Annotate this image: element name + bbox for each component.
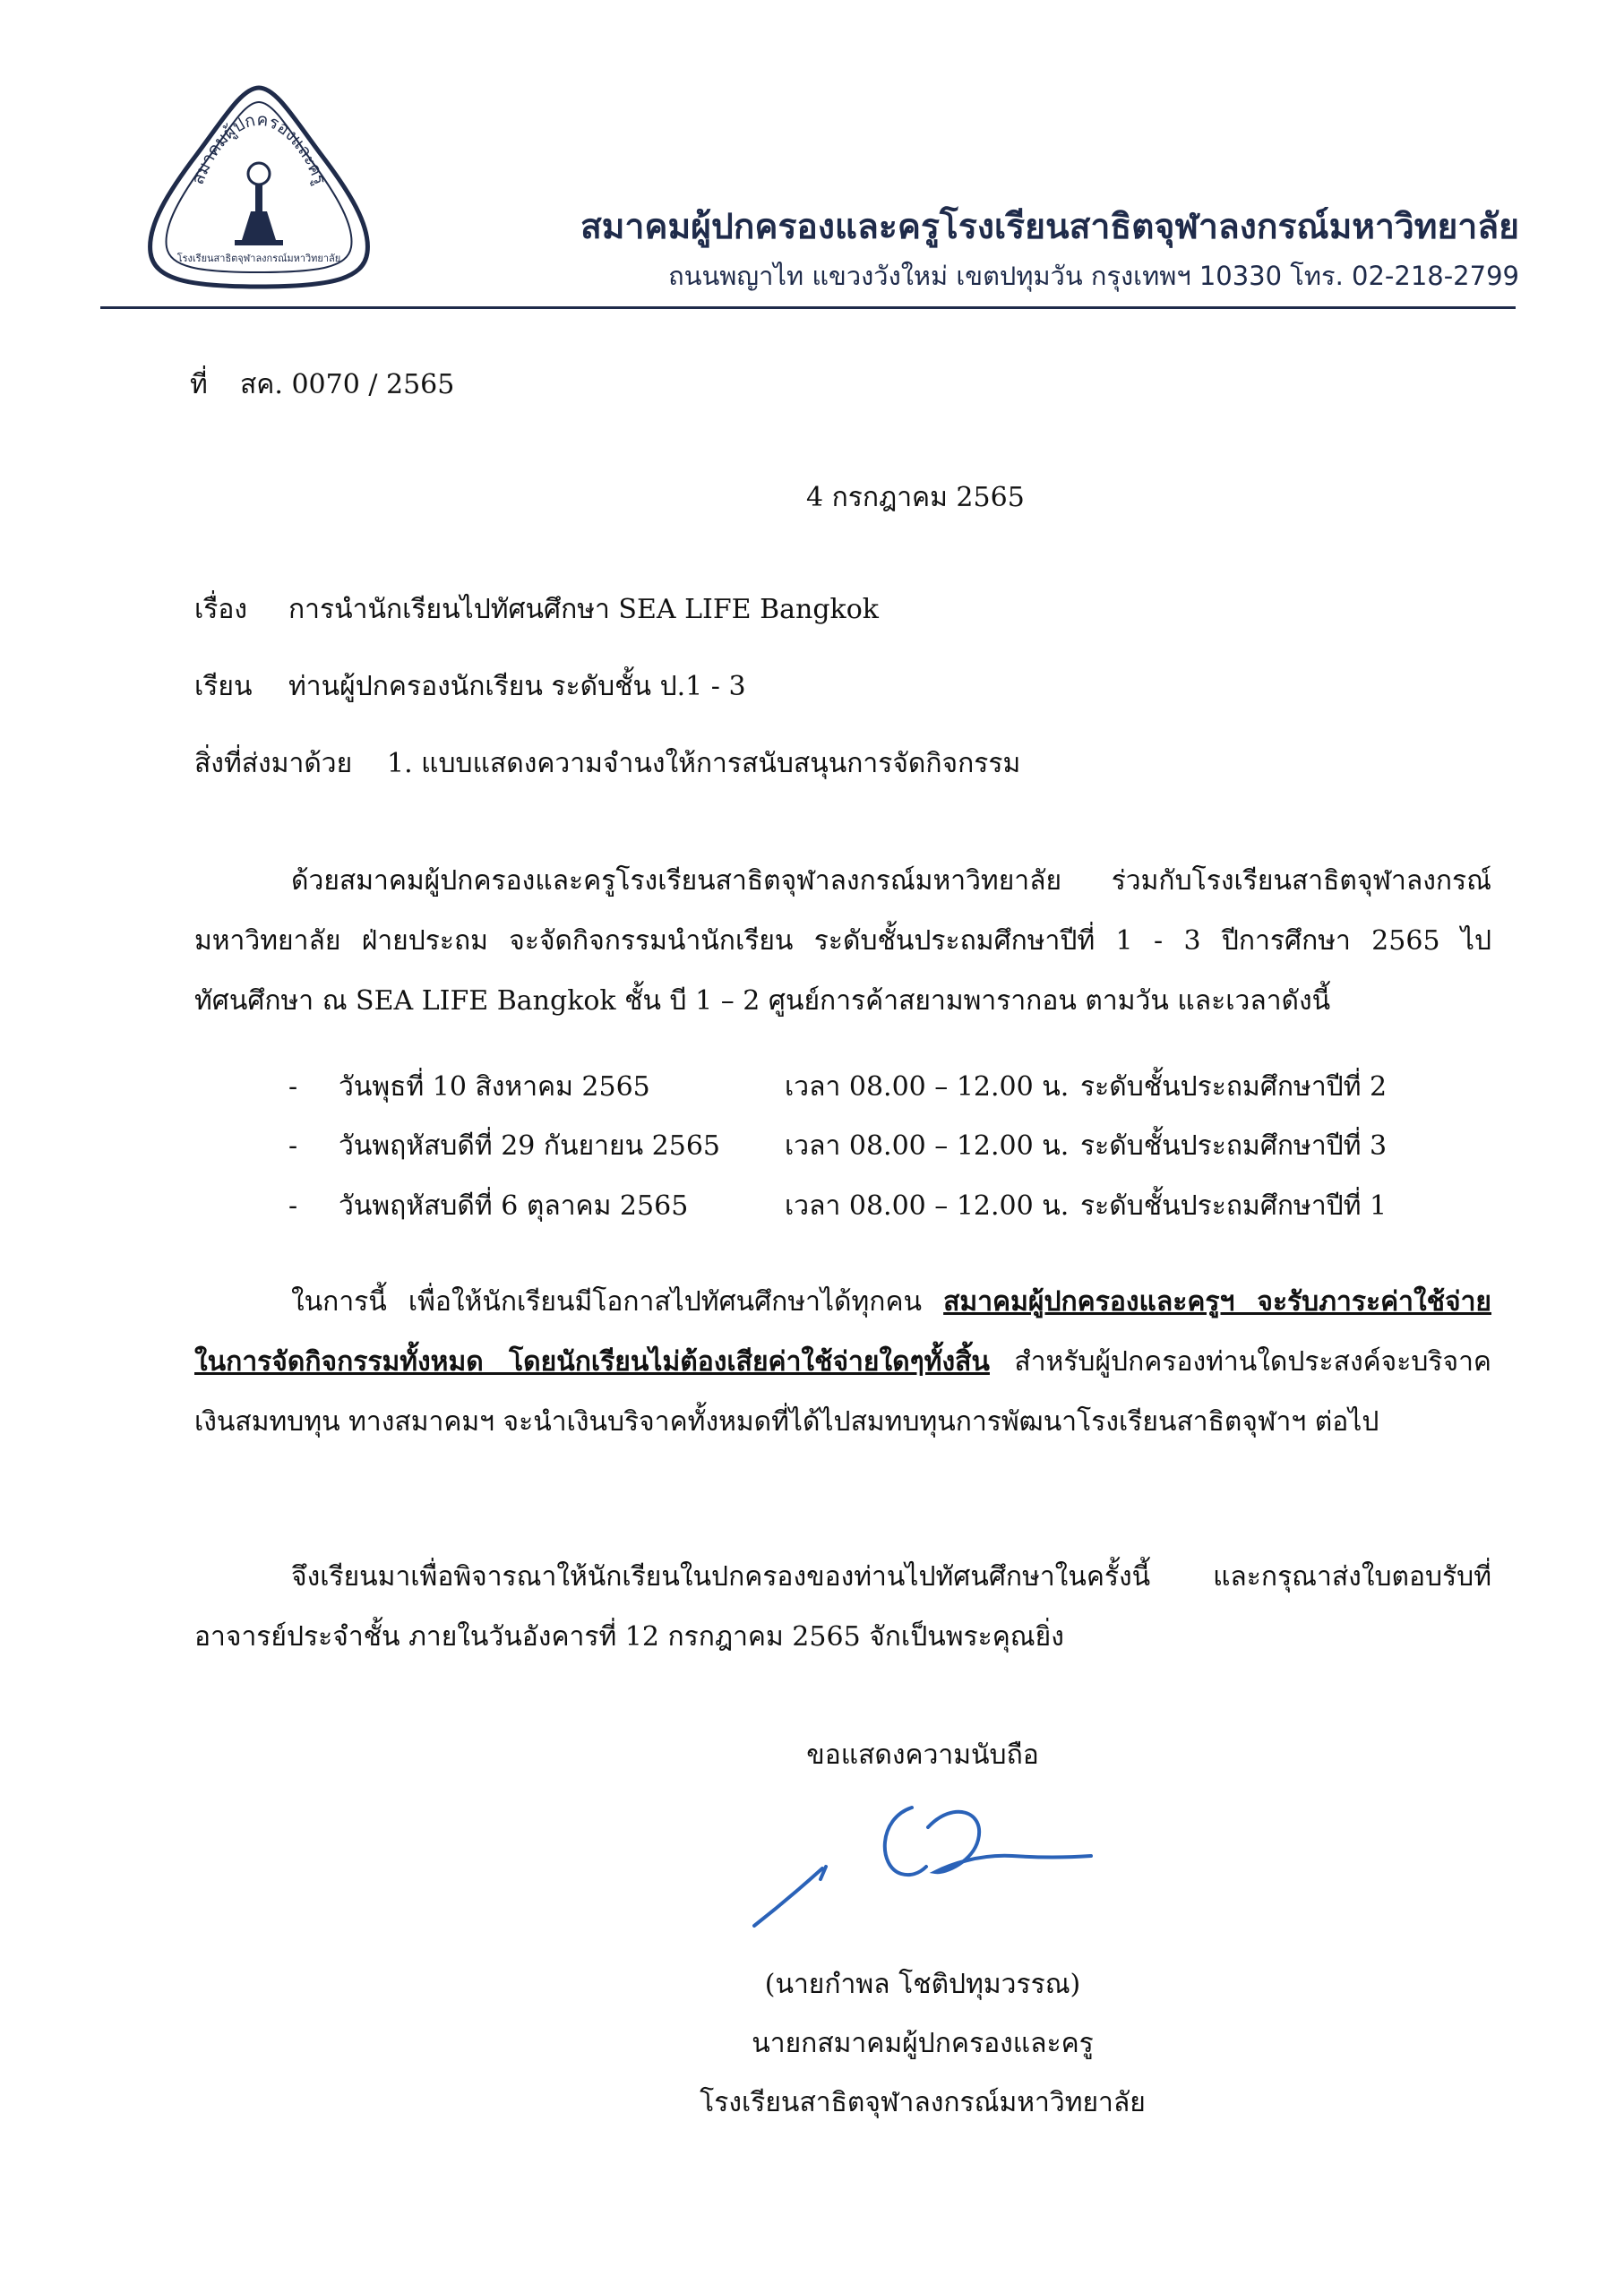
paragraph-2-intro: ในการนี้ เพื่อให้นักเรียนมีโอกาสไปทัศนศึกษาได้ทุกคน — [291, 1286, 944, 1318]
reference-number: สค. 0070 / 2565 — [240, 369, 455, 400]
subject-text: การนำนักเรียนไปทัศนศึกษา SEA LIFE Bangkok — [288, 594, 879, 625]
schedule-bullet: - — [288, 1190, 298, 1222]
schedule-bullet: - — [288, 1130, 298, 1162]
svg-text:สมาคมผู้ปกครองและครู — [188, 110, 331, 187]
subject-label: เรื่อง — [194, 594, 248, 625]
schedule-bullet: - — [288, 1071, 298, 1103]
association-emblem-icon — [142, 82, 376, 294]
schedule-level: ระดับชั้นประถมศึกษาปีที่ 2 — [1080, 1071, 1388, 1103]
enclosure-text: 1. แบบแสดงความจำนงให้การสนับสนุนการจัดกิจกรรม — [387, 748, 1021, 779]
paragraph-2-donation: สำหรับผู้ปกครองท่านใดประสงค์จะบริจาคเงินสมทบทุน ทางสมาคมฯ จะนำเงินบริจาคทั้งหมดที่ได้ไปสมทบทุนการพัฒนาโรงเรียนสาธิตจุฬาฯ ต่อไป — [194, 1346, 1492, 1438]
schedule-level: ระดับชั้นประถมศึกษาปีที่ 3 — [1080, 1130, 1388, 1162]
signature-icon — [743, 1791, 1102, 1935]
logo-arc-text: สมาคมผู้ปกครองและครู — [187, 109, 331, 188]
recipient-text: ท่านผู้ปกครองนักเรียน ระดับชั้น ป.1 - 3 — [288, 671, 746, 702]
signer-name: (นายกำพล โชติปทุมวรรณ) — [764, 1969, 1081, 2000]
logo-base-text: โรงเรียนสาธิตจุฬาลงกรณ์มหาวิทยาลัย — [176, 253, 341, 264]
recipient-label: เรียน — [194, 671, 253, 702]
organization-address: ถนนพญาไท แขวงวังใหม่ เขตปทุมวัน กรุงเทพฯ 10330 โทร. 02-218-2799 — [668, 261, 1519, 291]
schedule-level: ระดับชั้นประถมศึกษาปีที่ 1 — [1080, 1190, 1388, 1222]
schedule-day: วันพุธที่ 10 สิงหาคม 2565 — [339, 1071, 650, 1103]
body-paragraph-2 — [194, 1272, 1491, 1452]
body-paragraph-1: ด้วยสมาคมผู้ปกครองและครูโรงเรียนสาธิตจุฬาลงกรณ์มหาวิทยาลัย ร่วมกับโรงเรียนสาธิตจุฬาลงกรณ์มหาวิทยาลัย ฝ่ายประถม จะจัดกิจกรรมนำนักเรียน ระดับชั้นประถมศึกษาปีที่ 1 - 3 ปีการศึกษา 2565 ไปทัศนศึกษา ณ SEA LIFE Bangkok ชั้น บี 1 – 2 ศูนย์การค้าสยามพารากอน ตามวัน และเวลาดังนี้ — [194, 865, 1491, 1017]
schedule-time: เวลา 08.00 – 12.00 น. — [785, 1071, 1070, 1103]
organization-name: สมาคมผู้ปกครองและครูโรงเรียนสาธิตจุฬาลงกรณ์มหาวิทยาลัย — [580, 207, 1519, 247]
signer-title-1: นายกสมาคมผู้ปกครองและครู — [752, 2028, 1094, 2059]
schedule-time: เวลา 08.00 – 12.00 น. — [785, 1130, 1070, 1162]
closing-salutation: ขอแสดงความนับถือ — [806, 1739, 1039, 1771]
reference-label: ที่ — [190, 369, 208, 400]
letter-date: 4 กรกฎาคม 2565 — [806, 482, 1025, 513]
schedule-day: วันพฤหัสบดีที่ 6 ตุลาคม 2565 — [339, 1190, 689, 1222]
schedule-day: วันพฤหัสบดีที่ 29 กันยายน 2565 — [339, 1130, 720, 1162]
enclosure-label: สิ่งที่ส่งมาด้วย — [194, 748, 353, 779]
signer-title-2: โรงเรียนสาธิตจุฬาลงกรณ์มหาวิทยาลัย — [700, 2087, 1146, 2118]
header-divider — [100, 306, 1516, 309]
sponsorship-emphasis: สมาคมผู้ปกครองและครูฯ จะรับภาระค่าใช้จ่าย ในการจัดกิจกรรมทั้งหมด โดยนักเรียนไม่ต้องเสียค่าใช้จ่ายใดๆทั้งสิ้น — [194, 1286, 1491, 1378]
schedule-time: เวลา 08.00 – 12.00 น. — [785, 1190, 1070, 1222]
body-paragraph-3: จึงเรียนมาเพื่อพิจารณาให้นักเรียนในปกครองของท่านไปทัศนศึกษาในครั้งนี้ และกรุณาส่งใบตอบรับที่อาจารย์ประจำชั้น ภายในวันอังคารที่ 12 กรกฎาคม 2565 จักเป็นพระคุณยิ่ง — [194, 1561, 1491, 1653]
